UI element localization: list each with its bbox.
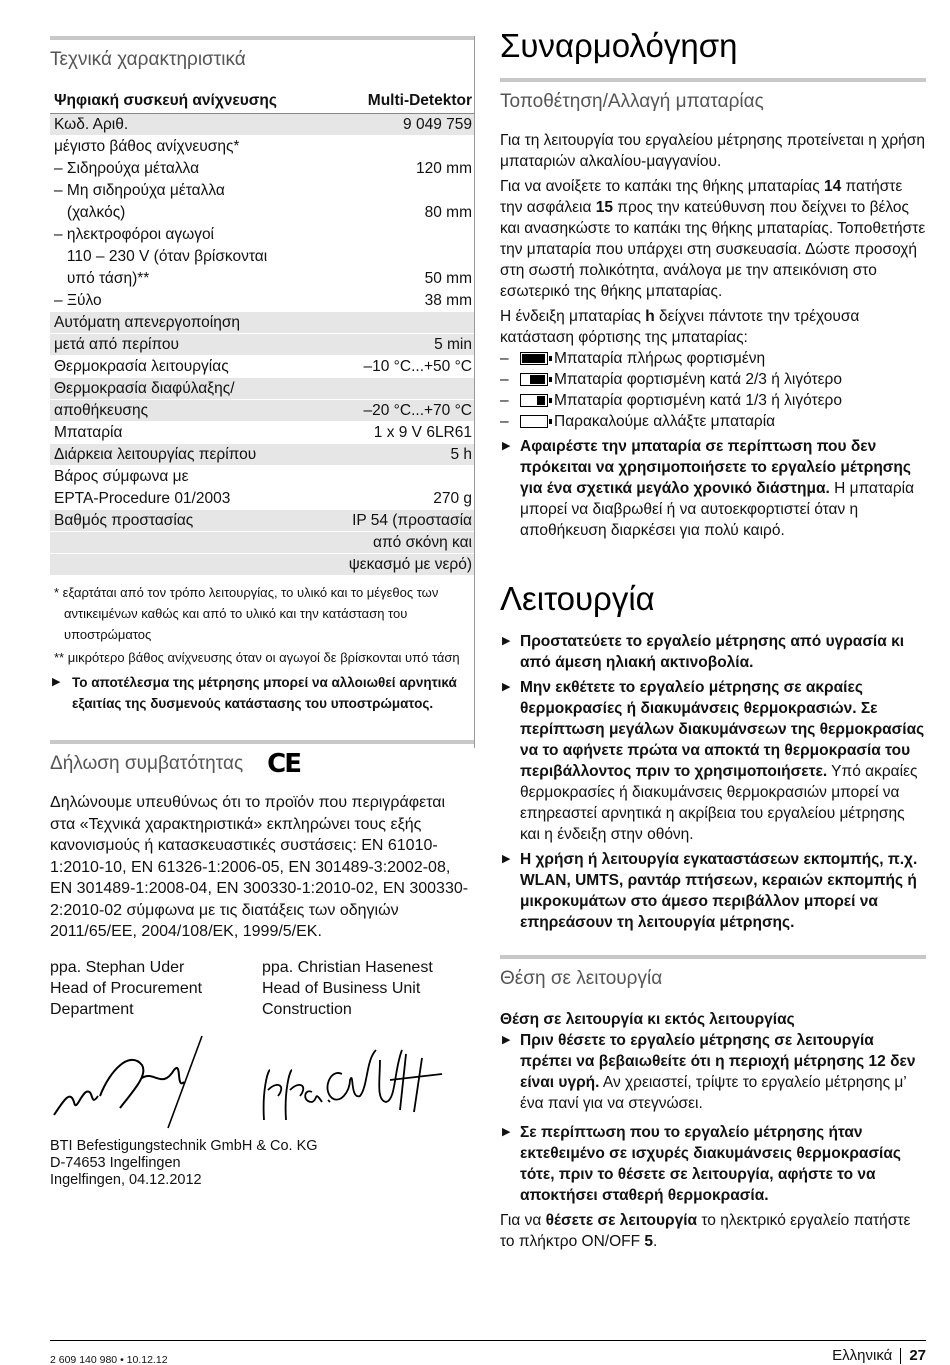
- battery-icon: [520, 373, 548, 386]
- battery-level-text: Μπαταρία πλήρως φορτισμένη: [554, 350, 766, 367]
- battery-indicator-text: [500, 306, 926, 348]
- spec-row: [50, 114, 474, 136]
- su-p-ref-5: 5: [644, 1233, 653, 1250]
- spec-row: [50, 268, 474, 290]
- spec-row: [50, 290, 474, 312]
- spec-value: 5 h: [321, 444, 474, 466]
- spec-value: [321, 466, 474, 488]
- spec-label: Αυτόματη απενεργοποίηση: [50, 312, 321, 334]
- assembly-title: Συναρμολόγηση: [500, 27, 738, 64]
- operation-title: Λειτουργία: [500, 580, 655, 617]
- spec-value: 1 x 9 V 6LR61: [321, 422, 474, 444]
- signatures: [50, 1030, 474, 1130]
- battery-text-a: Για να ανοίξετε το καπάκι της θήκης μπαταρίας: [500, 178, 824, 195]
- spec-row: [50, 532, 474, 554]
- battery-level-text: Μπαταρία φορτισμένη κατά 2/3 ή λιγότερο: [554, 371, 842, 388]
- spec-label: [50, 532, 321, 554]
- spec-table: [50, 90, 474, 576]
- su-b1-bold: Πριν θέσετε το εργαλείο μέτρησης σε λειτουργία πρέπει να βεβαιωθείτε ότι η περιοχή μέτρησης 12 δεν είναι υγρή.: [520, 1032, 916, 1091]
- spec-label: [50, 554, 321, 576]
- su-p-a: Για να: [500, 1212, 546, 1229]
- signer-2-dept: Construction: [262, 1000, 352, 1018]
- battery-title: Τοποθέτηση/Αλλαγή μπαταρίας: [500, 78, 926, 114]
- footer-language: Ελληνικά: [832, 1347, 893, 1364]
- list-dash: –: [500, 413, 509, 430]
- spec-label: – Μη σιδηρούχα μέταλλα: [50, 180, 321, 202]
- battery-icon: [520, 352, 548, 365]
- spec-row: [50, 334, 474, 356]
- operation-bullet-3: ▶ Η χρήση ή λειτουργία εγκαταστάσεων εκπομπής, π.χ. WLAN, UMTS, ραντάρ πτήσεων, κεραιών εκπομπής ή μικροκυμάτων στο άμεσο περιβάλλον μπορεί να επηρεάσουν τη λειτουργία μέτρησης.: [500, 849, 926, 933]
- battery-remove-warning: [500, 436, 926, 541]
- spec-label: – ηλεκτροφόροι αγωγοί: [50, 224, 321, 246]
- page-footer: [832, 1345, 926, 1365]
- startup-title: Θέση σε λειτουργία: [500, 955, 926, 991]
- spec-label: μετά από περίπου: [50, 334, 321, 356]
- spec-row: [50, 510, 474, 532]
- signer-2-role: Head of Business Unit: [262, 979, 421, 997]
- spec-row: [50, 422, 474, 444]
- list-dash: –: [500, 371, 509, 388]
- battery-text-c: προς την κατεύθυνση που δείχνει το βέλος και ανασηκώστε το καπάκι της θήκης μπαταρίας. Τοποθετήστε την μπαταρία που υπάρχει στη συσκευασία. Δώστε προσοχή στη σωστή πολικότητα, ανάλογα με την απεικόνιση στο εσωτερικό της θήκης μπαταρίας.: [500, 199, 926, 300]
- left-column: [50, 0, 474, 1189]
- spec-row: [50, 488, 474, 510]
- conformity-title: Δήλωση συμβατότητας: [50, 753, 244, 774]
- onoff-subtitle: Θέση σε λειτουργία κι εκτός λειτουργίας: [500, 1011, 795, 1028]
- spec-value: –10 °C...+50 °C: [321, 356, 474, 378]
- spec-value: 50 mm: [321, 268, 474, 290]
- spec-label: υπό τάση)**: [50, 268, 321, 290]
- battery-icon: [520, 415, 548, 428]
- conformity-text: Δηλώνουμε υπευθύνως ότι το προϊόν που περιγράφεται στα «Τεχνικά χαρακτηριστικά» εκπληρώνει τους εξής κανονισμούς ή κατασκευαστικές συστάσεις: EN 61010-1:2010-10, EN 61326-1:2006-05, EN 301489-3:2002-08, EN 301489-1:2008-04, EN 300330-1:2010-02, EN 300330-2:2010-02 σύμφωνα με τις διατάξεις των οδηγιών 2011/65/EE, 2004/108/EK, 1999/5/EK.: [50, 794, 469, 940]
- spec-row: [50, 356, 474, 378]
- tech-specs-title: Τεχνικά χαρακτηριστικά: [50, 36, 474, 72]
- battery-warn-rest: Η μπαταρία μπορεί να διαβρωθεί ή να αυτοεκφορτιστεί όταν η αποθήκευση διαρκέσει για πολύ καιρό.: [520, 480, 915, 539]
- battery-icon: [520, 394, 548, 407]
- battery-ref-14: 14: [824, 178, 842, 195]
- spec-body: [50, 114, 474, 576]
- spec-label: EPTA-Procedure 01/2003: [50, 488, 321, 510]
- footer-rule: [50, 1340, 926, 1341]
- spec-value: IP 54 (προστασία: [321, 510, 474, 532]
- spec-label: Θερμοκρασία διαφύλαξης/: [50, 378, 321, 400]
- handwritten-signatures: [50, 1030, 474, 1130]
- indicator-text-a: Η ένδειξη μπαταρίας: [500, 308, 646, 325]
- spec-value: [321, 312, 474, 334]
- company-zip: D-74653 Ingelfingen: [50, 1154, 181, 1171]
- spec-value: 9 049 759: [321, 114, 474, 136]
- su-p-c: .: [653, 1233, 658, 1250]
- spec-value: ψεκασμό με νερό): [321, 554, 474, 576]
- spec-value: από σκόνη και: [321, 532, 474, 554]
- battery-level-item: [500, 369, 926, 390]
- spec-value: 270 g: [321, 488, 474, 510]
- spec-row: [50, 466, 474, 488]
- spec-header-value: Multi-Detektor: [321, 90, 474, 114]
- operation-bullet-2: [500, 677, 926, 845]
- battery-instructions: [500, 176, 926, 302]
- signer-2: [262, 957, 474, 1020]
- spec-row: [50, 554, 474, 576]
- spec-label: Βαθμός προστασίας: [50, 510, 321, 532]
- operation-bullet-1: ▶ Προστατεύετε το εργαλείο μέτρησης από υγρασία κι από άμεση ηλιακή ακτινοβολία.: [500, 631, 926, 673]
- battery-warn-bold: Αφαιρέστε την μπαταρία σε περίπτωση που δεν πρόκειται να χρησιμοποιήσετε το εργαλείο μέτρησης για ένα σχετικά μεγάλο χρονικό διάστημα.: [520, 438, 911, 497]
- spec-label: αποθήκευσης: [50, 400, 321, 422]
- battery-level-text: Μπαταρία φορτισμένη κατά 1/3 ή λιγότερο: [554, 392, 842, 409]
- conformity-header: [50, 740, 474, 779]
- battery-intro: Για τη λειτουργία του εργαλείου μέτρησης προτείνεται η χρήση μπαταριών αλκαλίου-μαγγανίου.: [500, 132, 925, 170]
- signer-1: [50, 957, 262, 1020]
- spec-value: [321, 224, 474, 246]
- spec-row: [50, 378, 474, 400]
- spec-label: Κωδ. Αριθ.: [50, 114, 321, 136]
- spec-row: [50, 158, 474, 180]
- signer-2-name: ppa. Christian Hasenest: [262, 958, 433, 976]
- spec-value: –20 °C...+70 °C: [321, 400, 474, 422]
- spec-row: [50, 180, 474, 202]
- su-p-bold: θέσετε σε λειτουργία: [545, 1212, 698, 1229]
- spec-row: [50, 246, 474, 268]
- ce-mark-icon: CE: [267, 749, 300, 779]
- footnote-2: ** μικρότερο βάθος ανίχνευσης όταν οι αγωγοί δε βρίσκονται υπό τάση: [54, 650, 460, 665]
- spec-value: 5 min: [321, 334, 474, 356]
- spec-label: Βάρος σύμφωνα με: [50, 466, 321, 488]
- su-b1-rest: Αν χρειαστεί, τρίψτε το εργαλείο μέτρησης μ’ ένα πανί για να στεγνώσει.: [520, 1074, 907, 1112]
- spec-label: Μπαταρία: [50, 422, 321, 444]
- spec-row: [50, 400, 474, 422]
- battery-levels-list: [500, 348, 926, 432]
- startup-bullet-2: ▶ Σε περίπτωση που το εργαλείο μέτρησης ήταν εκτεθειμένο σε ισχυρές διακυμάνσεις θερμοκρασίας τότε, πριν το θέσετε σε λειτουργία, αφήστε το να αποκτήσει σταθερή θερμοκρασία.: [500, 1122, 926, 1206]
- startup-bullet-1: [500, 1030, 926, 1114]
- spec-row: [50, 224, 474, 246]
- spec-value: 38 mm: [321, 290, 474, 312]
- doc-code: 2 609 140 980 • 10.12.12: [50, 1354, 168, 1365]
- battery-level-item: [500, 348, 926, 369]
- spec-value: [321, 136, 474, 158]
- battery-level-text: Παρακαλούμε αλλάξτε μπαταρία: [554, 413, 776, 430]
- spec-value: [321, 246, 474, 268]
- page-number: 27: [909, 1347, 926, 1364]
- spec-value: [321, 378, 474, 400]
- substrate-warning: ▶ Το αποτέλεσμα της μέτρησης μπορεί να αλλοιωθεί αρνητικά εξαιτίας της δυσμενούς κατάστασης του υποστρώματος.: [50, 672, 474, 714]
- column-divider: [474, 36, 475, 748]
- footnote-1: * εξαρτάται από τον τρόπο λειτουργίας, το υλικό και το μέγεθος των αντικειμένων καθώς και από το υλικό και την κατάσταση του υποστρώματος: [54, 585, 439, 642]
- spec-row: [50, 202, 474, 224]
- signer-1-dept: Department: [50, 1000, 134, 1018]
- spec-label: (χαλκός): [50, 202, 321, 224]
- spec-label: – Σιδηρούχα μέταλλα: [50, 158, 321, 180]
- signers: [50, 957, 474, 1020]
- footer-separator: [900, 1348, 901, 1364]
- right-column: [500, 0, 926, 1252]
- spec-label: – Ξύλο: [50, 290, 321, 312]
- su-p-b: το ηλεκτρικό εργαλείο πατήστε το πλήκτρο ON/OFF: [500, 1212, 911, 1250]
- spec-row: [50, 312, 474, 334]
- signer-1-role: Head of Procurement: [50, 979, 203, 997]
- company-date: Ingelfingen, 04.12.2012: [50, 1171, 202, 1188]
- spec-value: [321, 180, 474, 202]
- spec-header-label: Ψηφιακή συσκευή ανίχνευσης: [50, 90, 321, 114]
- company-name: BTI Befestigungstechnik GmbH & Co. KG: [50, 1137, 318, 1154]
- op-b2-rest: Υπό ακραίες θερμοκρασίες ή διακυμάνσεις θερμοκρασιών μπορεί να επηρεαστεί αρνητικά η ακρίβεια του εργαλείου μέτρησης και η ένδειξη στην οθόνη.: [520, 763, 918, 843]
- indicator-ref-h: h: [645, 308, 655, 325]
- spec-row: [50, 136, 474, 158]
- spec-value: 120 mm: [321, 158, 474, 180]
- battery-level-item: [500, 390, 926, 411]
- spec-value: 80 mm: [321, 202, 474, 224]
- spec-label: 110 – 230 V (όταν βρίσκονται: [50, 246, 321, 268]
- battery-ref-15: 15: [595, 199, 613, 216]
- startup-onoff-text: [500, 1210, 926, 1252]
- signer-1-name: ppa. Stephan Uder: [50, 958, 185, 976]
- spec-label: Θερμοκρασία λειτουργίας: [50, 356, 321, 378]
- list-dash: –: [500, 392, 509, 409]
- battery-text-b: πατήστε την ασφάλεια: [500, 178, 903, 216]
- spec-row: [50, 444, 474, 466]
- company-address: [50, 1138, 474, 1189]
- indicator-text-b: δείχνει πάντοτε την τρέχουσα κατάσταση φόρτισης της μπαταρίας:: [500, 308, 860, 346]
- op-b2-bold: Μην εκθέτετε το εργαλείο μέτρησης σε ακραίες θερμοκρασίες ή διακυμάνσεις θερμοκρασιών. Σε περίπτωση μεγάλων διακυμάνσεων της θερμοκρασίας να το αφήνετε πρώτα να αποκτά τη θερμοκρασία του περιβάλλοντος πριν το χρησιμοποιήσετε.: [520, 679, 925, 780]
- battery-level-item: [500, 411, 926, 432]
- spec-label: μέγιστο βάθος ανίχνευσης*: [50, 136, 321, 158]
- list-dash: –: [500, 350, 509, 367]
- spec-label: Διάρκεια λειτουργίας περίπου: [50, 444, 321, 466]
